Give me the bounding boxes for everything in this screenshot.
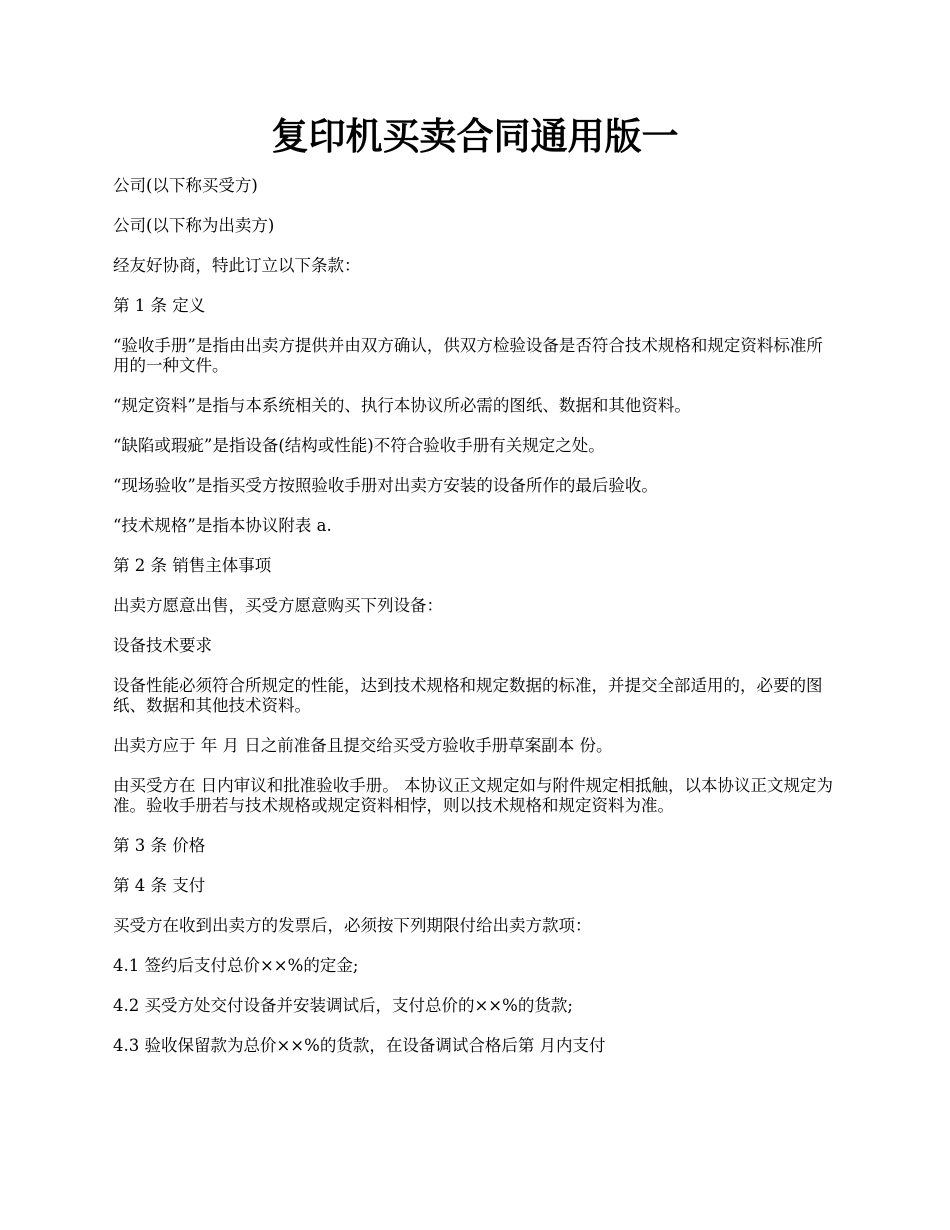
- document-body: [113, 176, 837, 1076]
- payment-item-4-2: 4.2 买受方处交付设备并安装调试后，支付总价的××%的货款;: [113, 996, 573, 1015]
- article-1-heading: 第 1 条 定义: [113, 296, 206, 315]
- equipment-requirements-heading: 设备技术要求: [113, 636, 212, 655]
- preamble: 经友好协商，特此订立以下条款：: [113, 256, 361, 275]
- payment-item-4-3: 4.3 验收保留款为总价××%的货款，在设备调试合格后第 月内支付: [113, 1036, 606, 1055]
- equipment-performance: 设备性能必须符合所规定的性能，达到技术规格和规定数据的标准，并提交全部适用的，必要的图纸、数据和其他技术资料。: [113, 676, 823, 715]
- definition-specified-data: “规定资料”是指与本系统相关的、执行本协议所必需的图纸、数据和其他资料。: [113, 396, 691, 415]
- party-buyer: 公司(以下称买受方): [113, 176, 258, 195]
- party-seller: 公司(以下称为出卖方): [113, 216, 275, 235]
- manual-approval: 由买受方在 日内审议和批准验收手册。 本协议正文规定如与附件规定相抵触，以本协议正文规定为准。验收手册若与技术规格或规定资料相悖，则以技术规格和规定资料为准。: [113, 776, 833, 815]
- definition-acceptance-manual: “验收手册”是指由出卖方提供并由双方确认，供双方检验设备是否符合技术规格和规定资料标准所用的一种文件。: [113, 336, 823, 375]
- article-3-heading: 第 3 条 价格: [113, 836, 206, 855]
- manual-draft-delivery: 出卖方应于 年 月 日之前准备且提交给买受方验收手册草案副本 份。: [113, 736, 613, 755]
- document-title: 复印机买卖合同通用版一: [271, 114, 679, 158]
- article-2-heading: 第 2 条 销售主体事项: [113, 556, 272, 575]
- definition-defect: “缺陷或瑕疵”是指设备(结构或性能)不符合验收手册有关规定之处。: [113, 436, 605, 455]
- payment-intro: 买受方在收到出卖方的发票后，必须按下列期限付给出卖方款项：: [113, 916, 592, 935]
- article-4-heading: 第 4 条 支付: [113, 876, 206, 895]
- sale-statement: 出卖方愿意出售，买受方愿意购买下列设备：: [113, 596, 443, 615]
- payment-item-4-1: 4.1 签约后支付总价××%的定金;: [113, 956, 359, 975]
- definition-site-acceptance: “现场验收”是指买受方按照验收手册对出卖方安装的设备所作的最后验收。: [113, 476, 658, 495]
- definition-technical-spec: “技术规格”是指本协议附表 a.: [113, 516, 332, 535]
